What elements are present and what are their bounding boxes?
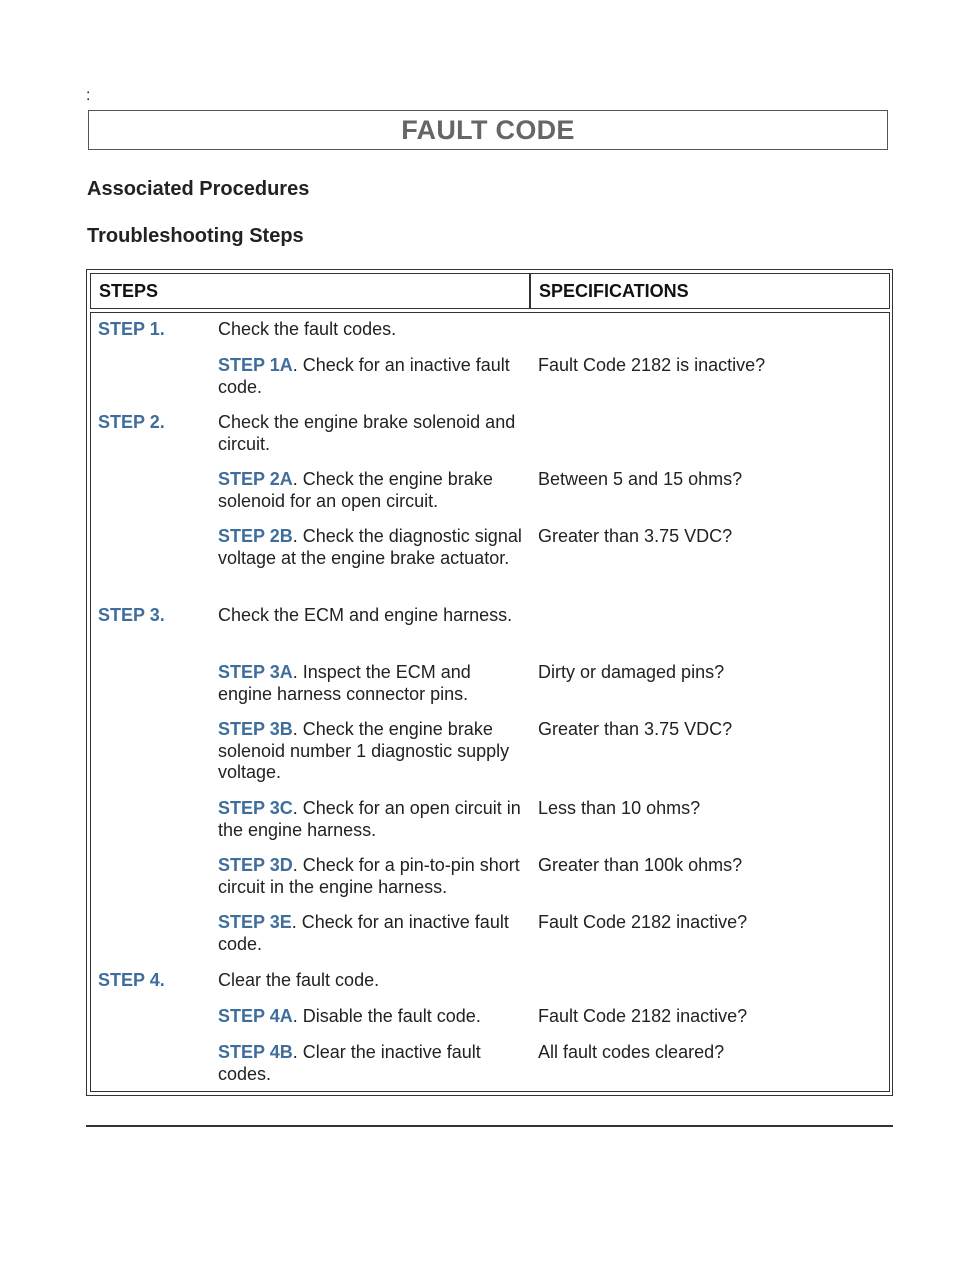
- step-3d-text: . Check for a pin-to-pin short circuit in the engine harness.: [218, 855, 520, 897]
- step-3e-description: [218, 912, 528, 955]
- step-4a-description: [218, 1006, 528, 1028]
- step-3b-spec: Greater than 3.75 VDC?: [538, 719, 733, 739]
- troubleshooting-table: [86, 269, 893, 1096]
- step-3c-description: [218, 798, 528, 841]
- step-4a-text: . Disable the fault code.: [292, 1006, 481, 1026]
- step-3c-text: . Check for an open circuit in the engine harness.: [218, 798, 521, 840]
- step-3b-text: . Check the engine brake solenoid number 1 diagnostic supply voltage.: [218, 719, 510, 782]
- step-1a-description: [218, 355, 528, 398]
- step-1a-text: . Check for an inactive fault code.: [218, 355, 510, 397]
- troubleshooting-steps-heading: Troubleshooting Steps: [87, 225, 304, 247]
- step-3b-link[interactable]: STEP 3B: [218, 719, 293, 739]
- page-title: FAULT CODE: [401, 114, 575, 145]
- step-4a-link[interactable]: STEP 4A: [218, 1006, 293, 1026]
- step-3c-link[interactable]: STEP 3C: [218, 798, 293, 818]
- step-2a-description: [218, 469, 528, 512]
- step-3-text: Check the ECM and engine harness.: [218, 605, 513, 625]
- step-4b-description: [218, 1042, 528, 1085]
- step-2b-spec: Greater than 3.75 VDC?: [538, 526, 733, 546]
- step-1a-spec: Fault Code 2182 is inactive?: [538, 355, 766, 375]
- step-2-text: Check the engine brake solenoid and circuit.: [218, 412, 516, 454]
- step-3e-spec: Fault Code 2182 inactive?: [538, 912, 748, 932]
- associated-procedures-heading: Associated Procedures: [87, 178, 310, 200]
- step-4a-spec: Fault Code 2182 inactive?: [538, 1006, 748, 1026]
- step-4-text: Clear the fault code.: [218, 970, 380, 990]
- step-2a-text: . Check the engine brake solenoid for an open circuit.: [218, 469, 493, 511]
- steps-column-header: STEPS: [90, 273, 530, 309]
- step-1-link[interactable]: STEP 1.: [98, 319, 165, 339]
- step-3d-spec: Greater than 100k ohms?: [538, 855, 743, 875]
- step-1-text: Check the fault codes.: [218, 319, 397, 339]
- footer-divider: [86, 1125, 893, 1127]
- step-3-link[interactable]: STEP 3.: [98, 605, 165, 625]
- page-title-box: [88, 110, 888, 150]
- table-body: [90, 312, 890, 1092]
- step-4b-text: . Clear the inactive fault codes.: [218, 1042, 481, 1084]
- step-2a-link[interactable]: STEP 2A: [218, 469, 293, 489]
- specifications-column-header: SPECIFICATIONS: [530, 273, 890, 309]
- step-3d-description: [218, 855, 528, 898]
- step-3a-spec: Dirty or damaged pins?: [538, 662, 725, 682]
- step-1a-link[interactable]: STEP 1A: [218, 355, 293, 375]
- page-colon: :: [86, 87, 91, 104]
- step-4b-link[interactable]: STEP 4B: [218, 1042, 293, 1062]
- step-2b-description: [218, 526, 528, 569]
- step-3b-description: [218, 719, 528, 784]
- step-2-link[interactable]: STEP 2.: [98, 412, 165, 432]
- step-2b-text: . Check the diagnostic signal voltage at the engine brake actuator.: [218, 526, 522, 568]
- step-3c-spec: Less than 10 ohms?: [538, 798, 701, 818]
- step-3d-link[interactable]: STEP 3D: [218, 855, 293, 875]
- step-2a-spec: Between 5 and 15 ohms?: [538, 469, 743, 489]
- step-3e-text: . Check for an inactive fault code.: [218, 912, 509, 954]
- step-3a-text: . Inspect the ECM and engine harness connector pins.: [218, 662, 471, 704]
- step-4-link[interactable]: STEP 4.: [98, 970, 165, 990]
- step-3a-description: [218, 662, 528, 705]
- step-2b-link[interactable]: STEP 2B: [218, 526, 293, 546]
- step-4b-spec: All fault codes cleared?: [538, 1042, 725, 1062]
- step-3a-link[interactable]: STEP 3A: [218, 662, 293, 682]
- step-3e-link[interactable]: STEP 3E: [218, 912, 292, 932]
